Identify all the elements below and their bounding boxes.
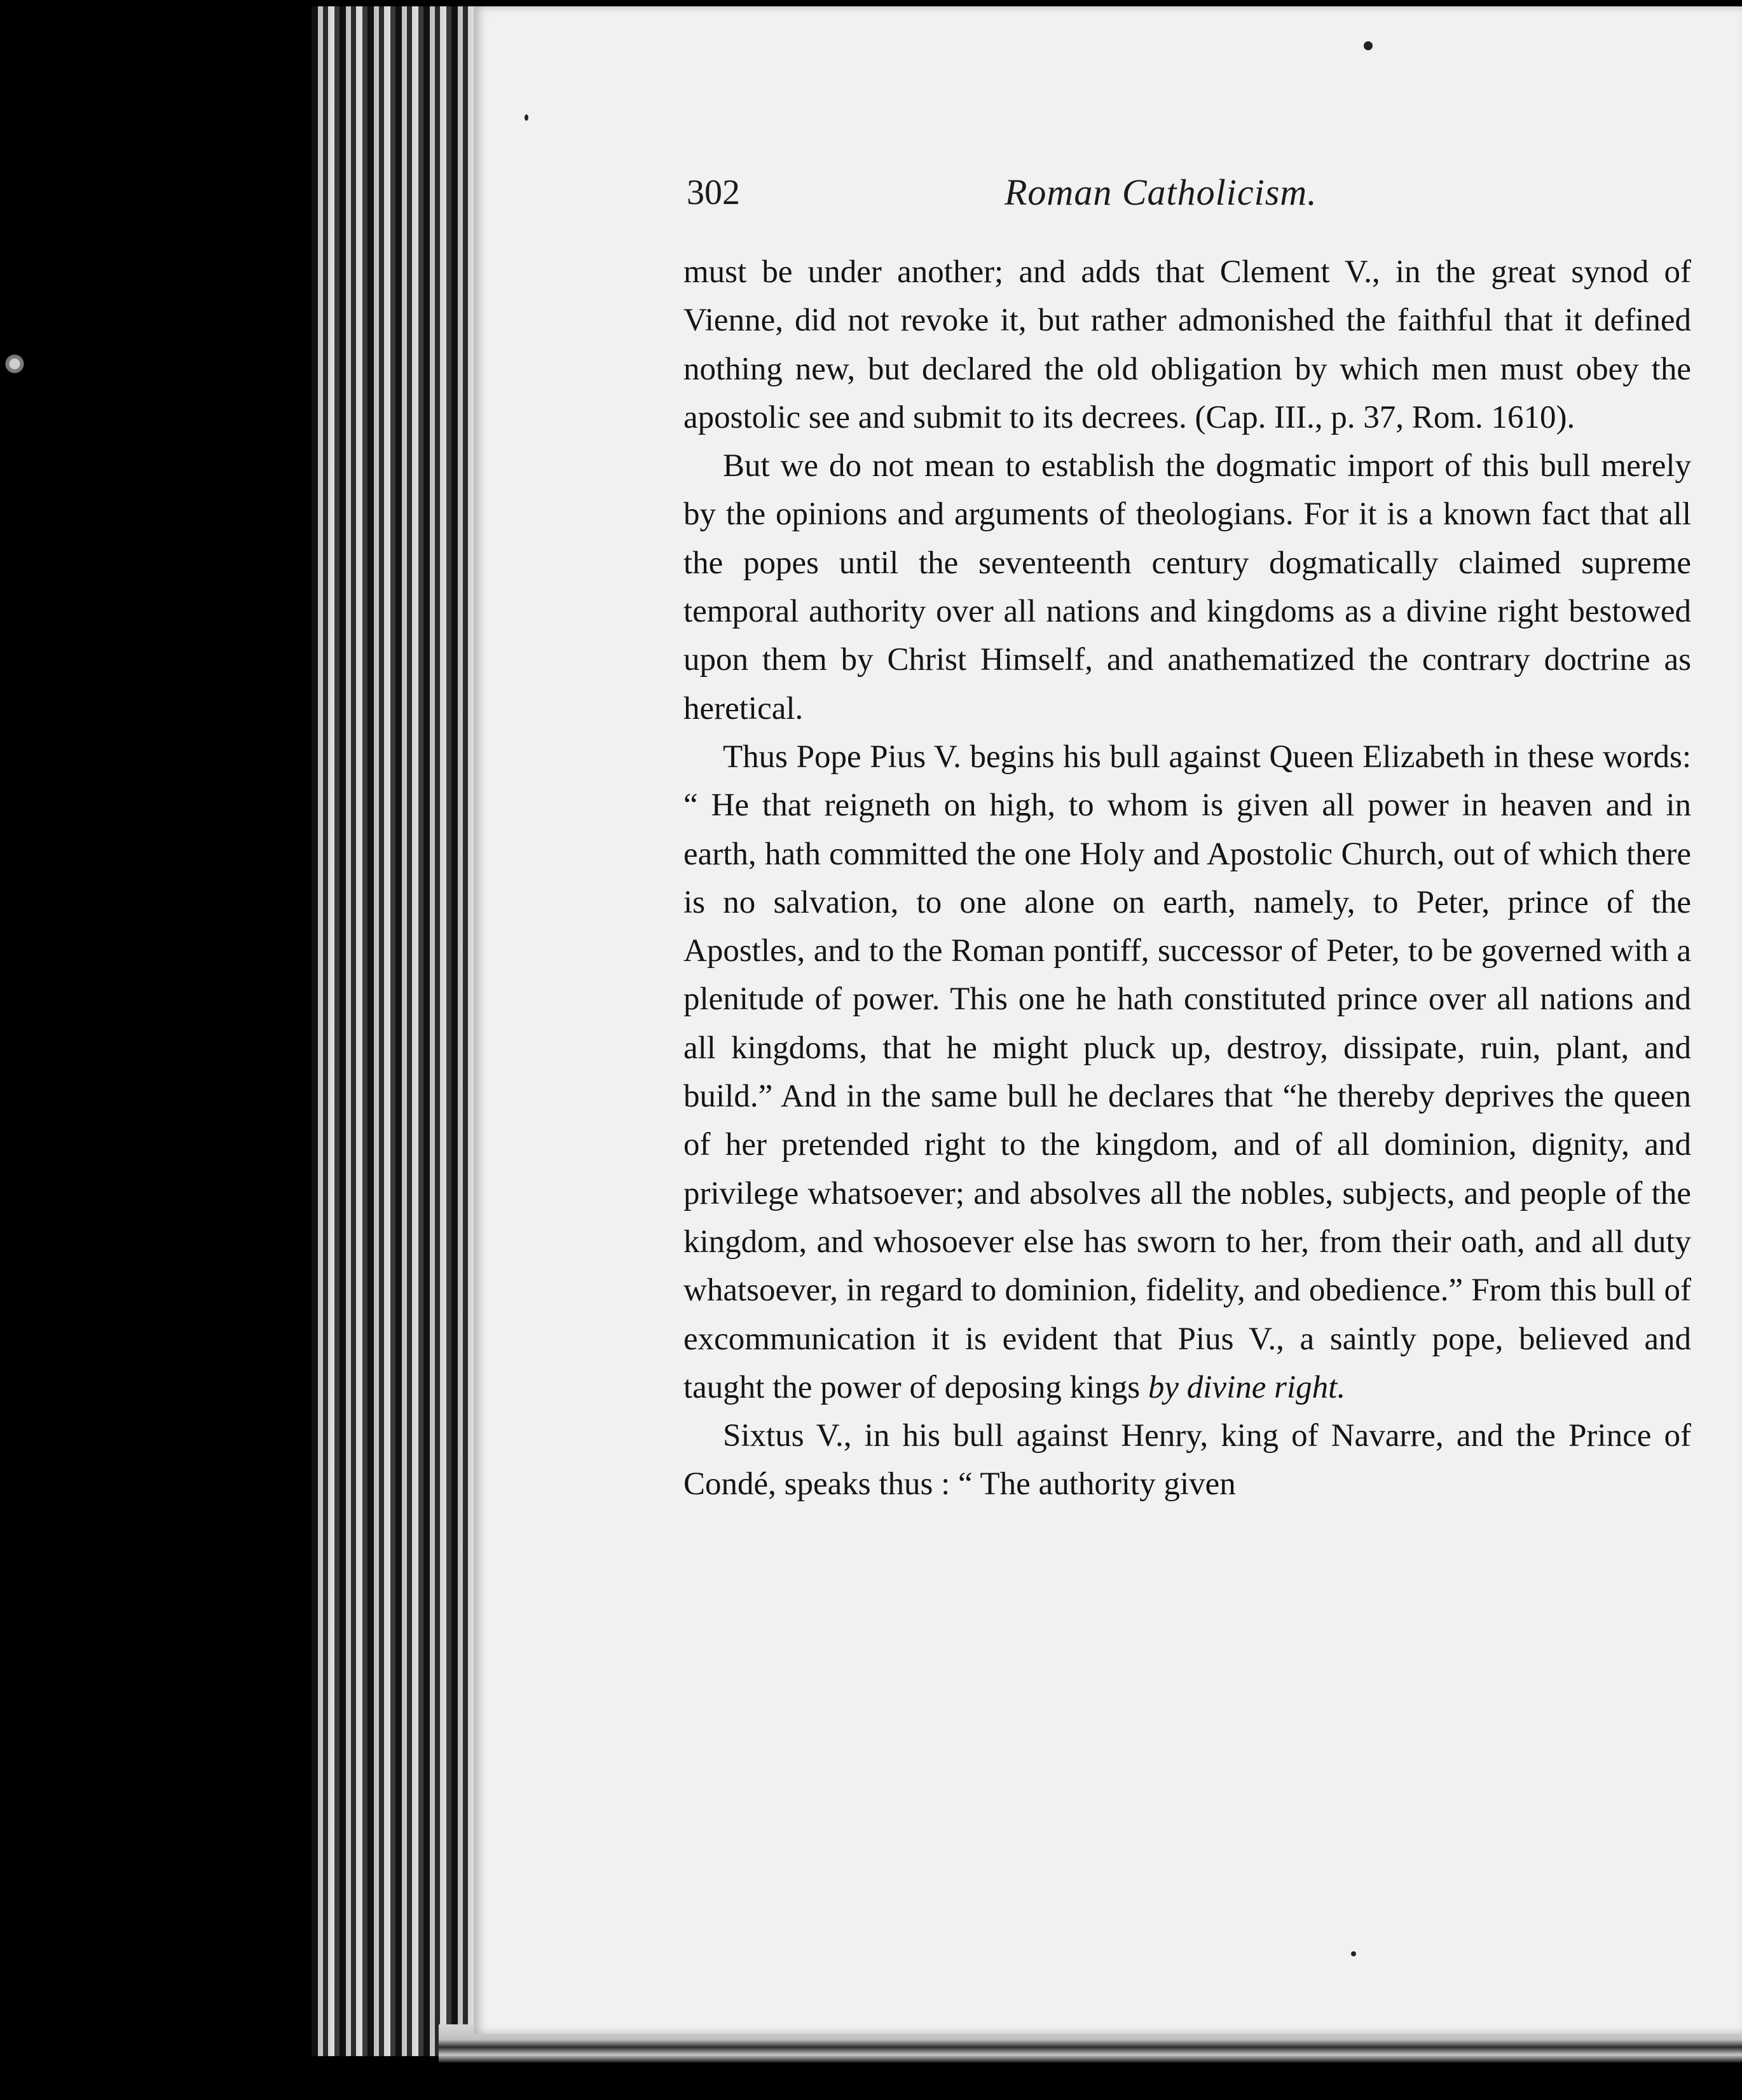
paragraph-3-emphasis: by divine right. bbox=[1148, 1369, 1346, 1405]
paragraph-4: Sixtus V., in his bull against Henry, king of Navarre, and the Prince of Condé, speaks thus : “ The authority given bbox=[683, 1418, 1691, 1503]
paragraph-3-text: Thus Pope Pius V. begins his bull against Queen Elizabeth in these words: “ He that reigneth on high, to whom is given all power in heaven and in earth, hath committed the one Holy and Apostolic Church, out of which there is no salvation, to one alone on earth, namely, to Peter, prince of the Apostles, and to the Roman pontiff, successor of Peter, to be governed with a plenitude of power. This one he hath constituted prince over all nations and all kingdoms, that he might pluck up, destroy, dissipate, ruin, plant, and build.” And in the same bull he declares that “he thereby deprives the queen of her pretended right to the kingdom, and of all dominion, dignity, and privilege whatsoever; and absolves all the nobles, subjects, and people of the kingdom, and whosoever else has sworn to her, from their oath, and all duty whatsoever, in regard to dominion, fidelity, and obedience.” From this bull of excommunication it is evident that Pius V., a saintly pope, believed and taught the power of deposing kings bbox=[683, 739, 1691, 1405]
running-title: Roman Catholicism. bbox=[1005, 172, 1317, 213]
body-text bbox=[683, 248, 1691, 1509]
page-header bbox=[687, 164, 1386, 221]
ink-speck bbox=[1351, 1951, 1356, 1956]
paragraph-2: But we do not mean to establish the dogmatic import of this bull merely by the opinions and arguments of theologians. For it is a known fact that all the popes until the seventeenth century dogmatically claimed supreme temporal authority over all nations and kingdoms as a divine right bestowed upon them by Christ Himself, and anathematized the contrary doctrine as heretical. bbox=[683, 448, 1691, 726]
page-edges bbox=[312, 6, 477, 2056]
margin-blot bbox=[3, 346, 29, 381]
page-number: 302 bbox=[687, 173, 740, 212]
paragraph-1: must be under another; and adds that Clement V., in the great synod of Vienne, did not revoke it, but rather admonished the faithful that it defined nothing new, but declared the old obligation by which men must obey the apostolic see and submit to its decrees. (Cap. III., p. 37, Rom. 1610). bbox=[683, 254, 1691, 435]
ink-speck bbox=[1364, 41, 1373, 50]
paragraph-3 bbox=[683, 733, 1691, 1412]
ink-speck bbox=[525, 114, 528, 121]
